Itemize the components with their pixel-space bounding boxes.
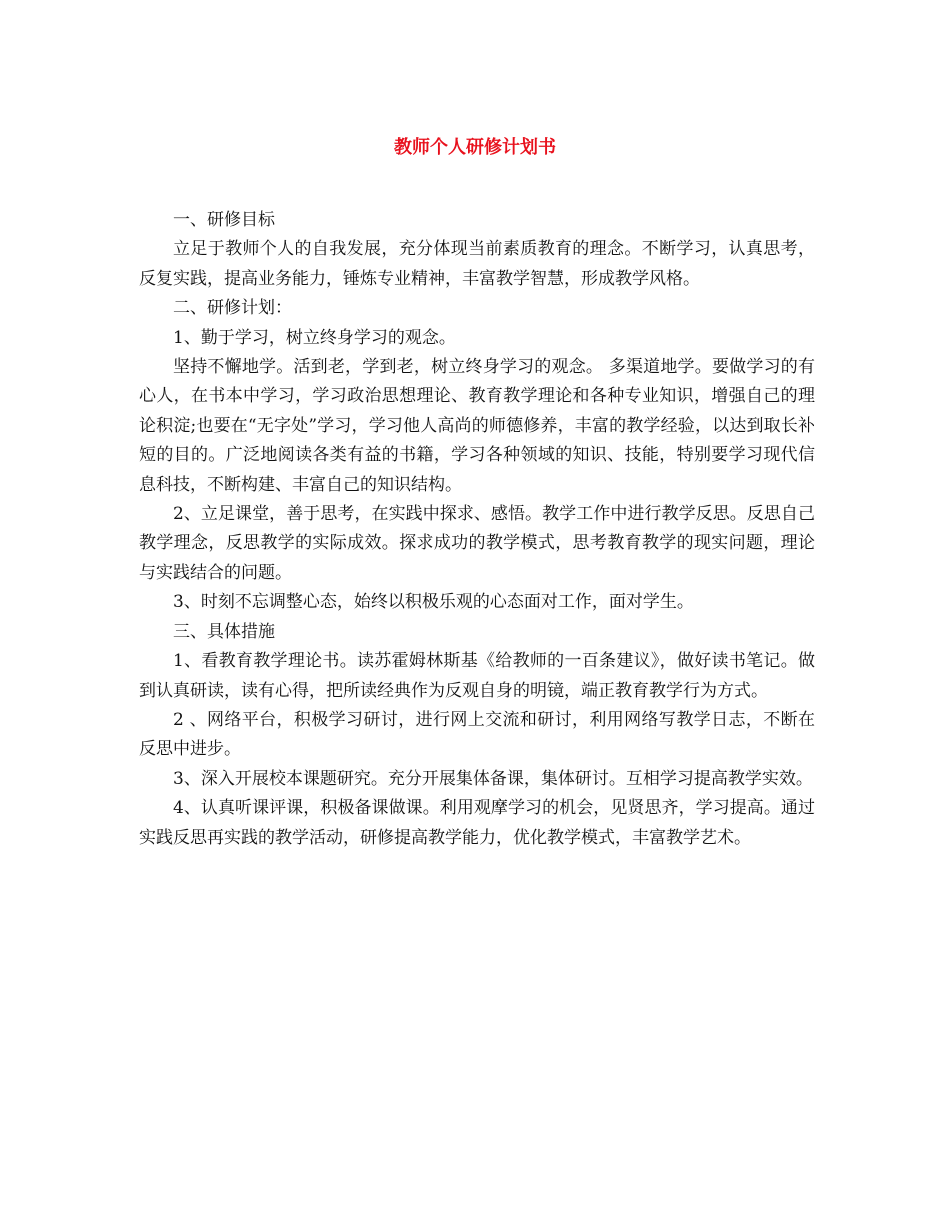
section-heading-plan: 二、研修计划：	[173, 298, 292, 319]
plan-item-1-heading: 1、勤于学习，树立终身学习的观念。	[173, 327, 456, 348]
section-heading-measures: 三、具体措施	[173, 621, 275, 642]
paragraph-goals: 立足于教师个人的自我发展，充分体现当前素质教育的理念。不断学习，认真思考，反复实践，提高业务能力，锤炼专业精神，丰富教学智慧，形成教学风格。	[139, 239, 815, 289]
measure-item-3: 3、深入开展校本课题研究。充分开展集体备课，集体研讨。互相学习提高教学实效。	[173, 768, 813, 789]
section-heading-goals: 一、研修目标	[173, 210, 275, 230]
plan-item-2: 2、立足课堂，善于思考，在实践中探求、感悟。教学工作中进行教学反思。反思自己教学理念，反思教学的实际成效。探求成功的教学模式，思考教育教学的现实问题，理论与实践结合的问题。	[139, 504, 815, 583]
document-title: 教师个人研修计划书	[394, 137, 556, 158]
measure-item-1: 1、看教育教学理论书。读苏霍姆林斯基《给教师的一百条建议》，做好读书笔记。做到认真研读，读有心得，把所读经典作为反观自身的明镜，端正教育教学行为方式。	[139, 651, 815, 701]
measure-item-4: 4、认真听课评课，积极备课做课。利用观摩学习的机会，见贤思齐，学习提高。通过实践反思再实践的教学活动，研修提高教学能力，优化教学模式，丰富教学艺术。	[139, 798, 815, 848]
plan-item-1-body: 坚持不懈地学。活到老，学到老，树立终身学习的观念。 多渠道地学。要做学习的有心人，在书本中学习，学习政治思想理论、教育教学理论和各种专业知识，增强自己的理论积淀;也要在“无字处”学习，学习他人高尚的师德修养，丰富的教学经验，以达到取长补短的目的。广泛地阅读各类有益的书籍，学习各种领域的知识、技能，特别要学习现代信息科技，不断构建、丰富自己的知识结构。	[139, 357, 815, 495]
measure-item-2: 2 、网络平台，积极学习研讨，进行网上交流和研讨，利用网络写教学日志，不断在反思中进步。	[139, 709, 815, 760]
plan-item-3: 3、时刻不忘调整心态，始终以积极乐观的心态面对工作，面对学生。	[173, 592, 694, 613]
document-body	[139, 206, 815, 853]
